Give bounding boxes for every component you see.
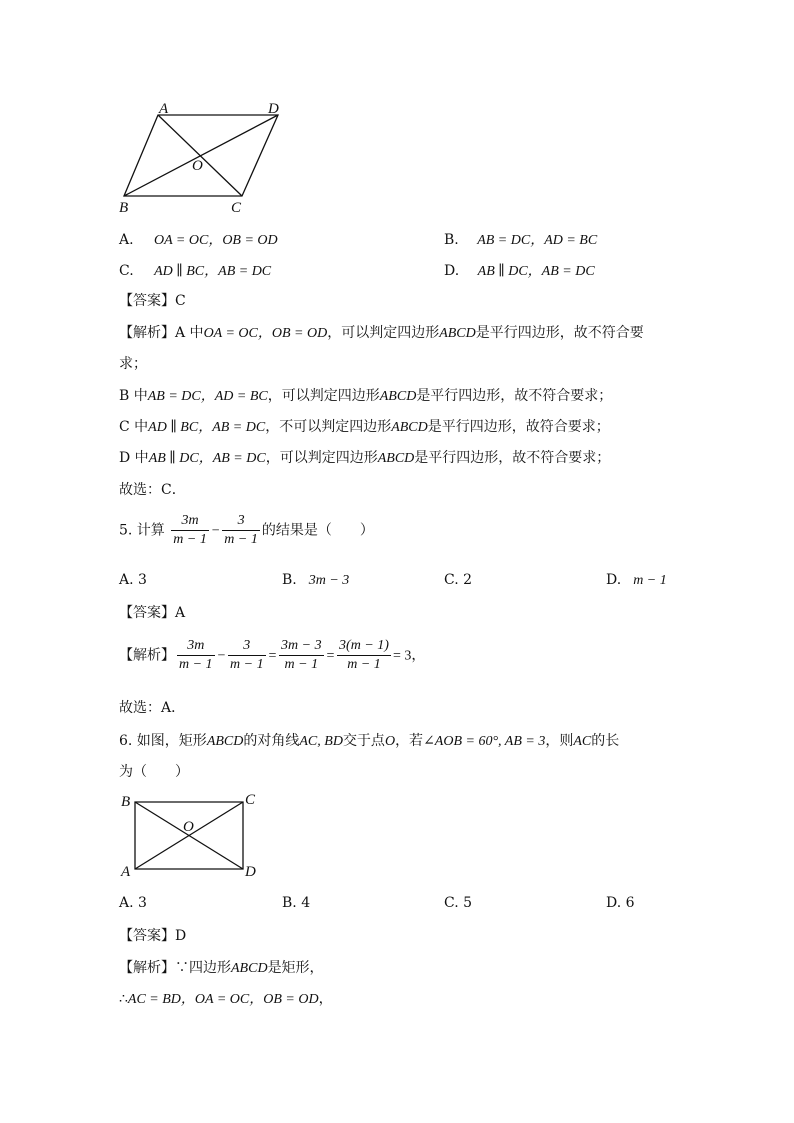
q5-analysis <box>119 637 425 674</box>
text: 是矩形， <box>267 960 324 976</box>
text: 5. 计算 <box>119 522 165 539</box>
vertex-d-label: D <box>245 864 256 880</box>
option-text: A. 3 <box>119 572 147 588</box>
numerator: 3(m − 1) <box>337 637 391 656</box>
q4-conclusion <box>119 479 186 499</box>
text: ，则 <box>545 733 574 749</box>
fraction <box>171 512 209 549</box>
text: ， <box>318 991 333 1007</box>
denominator: m − 1 <box>230 657 264 672</box>
option-text: A. 3 <box>119 895 147 911</box>
math: ∠AOB = 60°, AB = 3 <box>423 734 546 749</box>
denominator: m − 1 <box>224 532 258 547</box>
math: AB = DC，AD = BC <box>147 389 268 404</box>
analysis-tag: 【解析】 <box>119 647 175 664</box>
q6-stem <box>119 730 619 750</box>
vertex-d-label: D <box>268 101 279 117</box>
q4-analysis-line-4 <box>119 447 610 467</box>
vertex-b-label: B <box>119 200 129 216</box>
q4-analysis-line-3 <box>119 416 610 436</box>
vertex-a-label: A <box>159 101 169 117</box>
answer-tag: 【答案】 <box>119 293 175 309</box>
denominator: m − 1 <box>179 657 213 672</box>
operator: − <box>210 523 221 539</box>
q6-option-b[interactable] <box>282 895 310 911</box>
option-letter: D. <box>444 263 460 279</box>
q4-answer <box>119 290 186 310</box>
math: OA = OC，OB = OD <box>203 326 328 341</box>
q6-option-a[interactable] <box>119 895 147 911</box>
text: 为（ ） <box>119 764 189 780</box>
text: 是平行四边形，故不符合要求； <box>416 388 613 404</box>
q6-option-d[interactable] <box>606 895 635 911</box>
answer-tag: 【答案】 <box>119 928 175 944</box>
analysis-tag: 【解析】 <box>119 325 175 341</box>
fraction <box>228 637 266 674</box>
operator: − <box>216 648 227 664</box>
numerator: 3m <box>171 512 209 531</box>
answer-value: D <box>175 928 187 944</box>
option-letter: B. <box>282 572 297 588</box>
vertex-c-label: C <box>231 200 242 216</box>
vertex-c-label: C <box>245 792 256 808</box>
text: ∴ <box>119 991 128 1007</box>
math: ABCD <box>231 961 268 976</box>
numerator: 3m <box>177 637 215 656</box>
q4-option-d[interactable] <box>444 260 595 280</box>
q4-option-b[interactable] <box>444 229 597 249</box>
q5-option-d[interactable] <box>606 572 667 589</box>
option-text: m − 1 <box>633 573 667 588</box>
text: 的对角线 <box>243 733 300 749</box>
q4-option-a[interactable] <box>119 229 278 249</box>
denominator: m − 1 <box>173 532 207 547</box>
answer-value: A <box>175 605 186 621</box>
q4-analysis-line-1-cont <box>119 353 147 373</box>
q4-analysis-line-2 <box>119 385 612 405</box>
option-text: B. 4 <box>282 895 311 911</box>
option-letter: D. <box>606 572 622 588</box>
q5-conclusion <box>119 697 185 717</box>
math: AC <box>573 734 592 749</box>
rectangle-figure <box>115 790 265 882</box>
q5-option-b[interactable] <box>282 572 349 589</box>
denominator: m − 1 <box>347 657 381 672</box>
text: 是平行四边形，故符合要求； <box>427 419 610 435</box>
option-text: D. 6 <box>606 895 635 911</box>
math: ABCD <box>377 451 415 466</box>
operator: = <box>325 648 336 664</box>
text: ∵四边形 <box>175 960 231 976</box>
analysis-tag: 【解析】 <box>119 960 175 976</box>
fraction <box>337 637 391 674</box>
option-letter: A. <box>119 232 134 248</box>
math: ABCD <box>379 389 417 404</box>
text: A 中 <box>175 325 204 341</box>
text: ，可以判定四边形 <box>265 450 378 466</box>
text: 交于点 <box>342 733 385 749</box>
text: 的长 <box>591 733 620 749</box>
option-text: AD ∥ BC，AB = DC <box>154 264 272 279</box>
q6-answer <box>119 925 186 945</box>
answer-value: C <box>175 293 186 309</box>
text: 的结果是（ ） <box>261 522 374 539</box>
text: ，可以判定四边形 <box>327 325 440 341</box>
text: 是平行四边形，故不符合要 <box>475 325 644 341</box>
q6-analysis-line-1 <box>119 957 324 977</box>
q4-analysis-line-1 <box>119 322 644 342</box>
math: AD ∥ BC，AB = DC <box>148 420 266 435</box>
text: ，若 <box>395 733 424 749</box>
center-o-label: O <box>183 819 194 835</box>
fraction <box>279 637 324 674</box>
result: = 3 <box>392 648 412 664</box>
q5-option-a[interactable] <box>119 572 147 588</box>
center-o-label: O <box>192 158 203 174</box>
numerator: 3 <box>222 512 260 531</box>
text: 求； <box>119 356 147 372</box>
text: ， <box>411 647 426 664</box>
numerator: 3 <box>228 637 266 656</box>
math: ABCD <box>206 734 244 749</box>
option-text: 3m − 3 <box>308 573 350 588</box>
option-text: OA = OC，OB = OD <box>154 233 278 248</box>
numerator: 3m − 3 <box>279 637 324 656</box>
math: AC, BD <box>299 734 343 749</box>
q4-option-c[interactable] <box>119 260 271 280</box>
math: O <box>384 734 396 749</box>
option-text: C. 5 <box>444 895 473 911</box>
text: D 中 <box>119 450 149 466</box>
option-letter: B. <box>444 232 459 248</box>
text: ，可以判定四边形 <box>267 388 380 404</box>
option-text: AB ∥ DC，AB = DC <box>477 264 595 279</box>
q6-stem-cont <box>119 761 189 781</box>
q5-answer <box>119 602 185 622</box>
text: C 中 <box>119 419 149 435</box>
text: 故选：C． <box>119 482 186 498</box>
vertex-b-label: B <box>121 794 131 810</box>
math: AC = BD，OA = OC，OB = OD <box>127 992 319 1007</box>
denominator: m − 1 <box>284 657 319 672</box>
diagonal-bd <box>124 115 278 196</box>
q5-stem <box>119 512 374 549</box>
parallelogram-figure <box>110 98 300 216</box>
q6-analysis-line-2 <box>119 988 333 1008</box>
math: ABCD <box>391 420 428 435</box>
option-text: AB = DC，AD = BC <box>477 233 598 248</box>
math: ABCD <box>439 326 476 341</box>
text: ，不可以判定四边形 <box>265 419 392 435</box>
fraction <box>222 512 260 549</box>
q5-option-c[interactable] <box>444 572 472 588</box>
option-letter: C. <box>119 263 134 279</box>
operator: = <box>267 648 278 664</box>
text: 6. 如图，矩形 <box>119 733 207 749</box>
q6-option-c[interactable] <box>444 895 472 911</box>
text: 是平行四边形，故不符合要求； <box>414 450 611 466</box>
fraction <box>177 637 215 674</box>
text: 故选：A． <box>119 700 186 716</box>
math: AB ∥ DC，AB = DC <box>148 451 266 466</box>
vertex-a-label: A <box>121 864 131 880</box>
option-text: C. 2 <box>444 572 473 588</box>
answer-tag: 【答案】 <box>119 605 175 621</box>
text: B 中 <box>119 388 148 404</box>
